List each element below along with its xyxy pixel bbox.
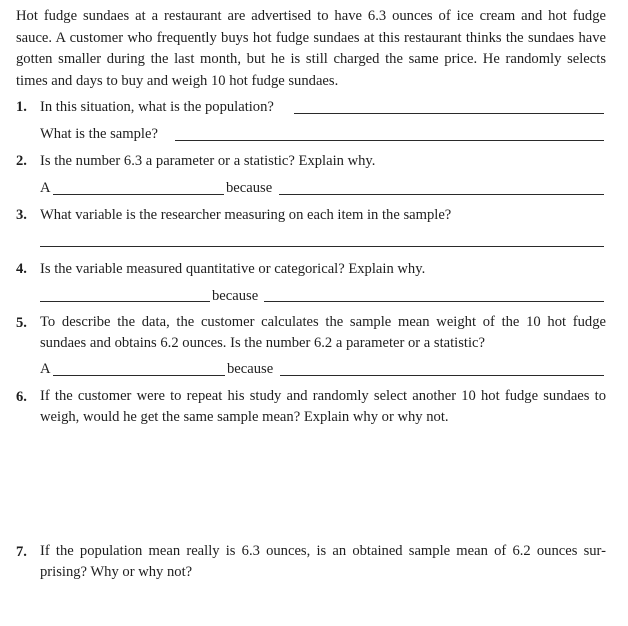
question-number: 1. [16,99,27,115]
because-label: because [227,361,274,377]
because-label: because [226,180,273,196]
question-number: 5. [16,315,27,331]
answer-line-sample[interactable] [175,140,604,141]
question-text: In this situation, what is the population? [40,99,274,115]
question-2-answer [0,177,628,199]
question-text: Is the variable measured quantitative or categorical? Explain why. [40,261,426,277]
answer-line-parameter-or-statistic[interactable] [53,194,224,195]
answer-line-because[interactable] [264,301,604,302]
question-number: 4. [16,261,27,277]
question-text: If the customer were to repeat his study and randomly select another 10 hot fudge sundaes to weigh, would he get the same sample mean? Explain why or why not. [40,388,606,425]
question-1 [0,96,628,118]
answer-space-q7[interactable] [40,586,604,622]
question-number: 3. [16,207,27,223]
question-1-sub [0,123,628,145]
because-label: because [212,288,259,304]
question-4 [0,258,628,280]
answer-line-population[interactable] [294,113,604,114]
question-text: To describe the data, the customer calculates the sample mean weight of the 10 hot fudge sundaes and obtains 6.2 ounces. Is the number 6.2 a parameter or a statistic? [40,314,606,351]
question-2 [0,150,628,172]
answer-line-variable[interactable] [40,246,604,247]
question-number: 2. [16,153,27,169]
question-4-answer [0,285,628,307]
question-text: If the population mean really is 6.3 ounces, is an obtained sample mean of 6.2 ounces sur-prising? Why or why not? [40,543,606,580]
question-3 [0,204,628,226]
question-number: 6. [16,389,27,405]
answer-prefix: A [40,180,51,196]
answer-space-q6[interactable] [40,430,604,530]
answer-line-because[interactable] [279,194,604,195]
answer-line-quantitative-or-categorical[interactable] [40,301,210,302]
question-subtext: What is the sample? [40,126,158,142]
question-5-answer [0,358,628,380]
question-number: 7. [16,544,27,560]
intro-paragraph: Hot fudge sundaes at a restaurant are advertised to have 6.3 ounces of ice cream and hot fudge sauce. A customer who frequently buys hot fudge sundaes at this restaurant thinks the sundaes have gotten smaller during the last month, but he is still charged the same price. He randomly selects times and days to buy and weigh 10 hot fudge sundaes. [16,8,606,89]
answer-prefix: A [40,361,51,377]
question-text: Is the number 6.3 a parameter or a statistic? Explain why. [40,153,376,169]
question-text: What variable is the researcher measuring on each item in the sample? [40,207,452,223]
answer-line-because[interactable] [280,375,604,376]
answer-line-parameter-or-statistic[interactable] [53,375,225,376]
